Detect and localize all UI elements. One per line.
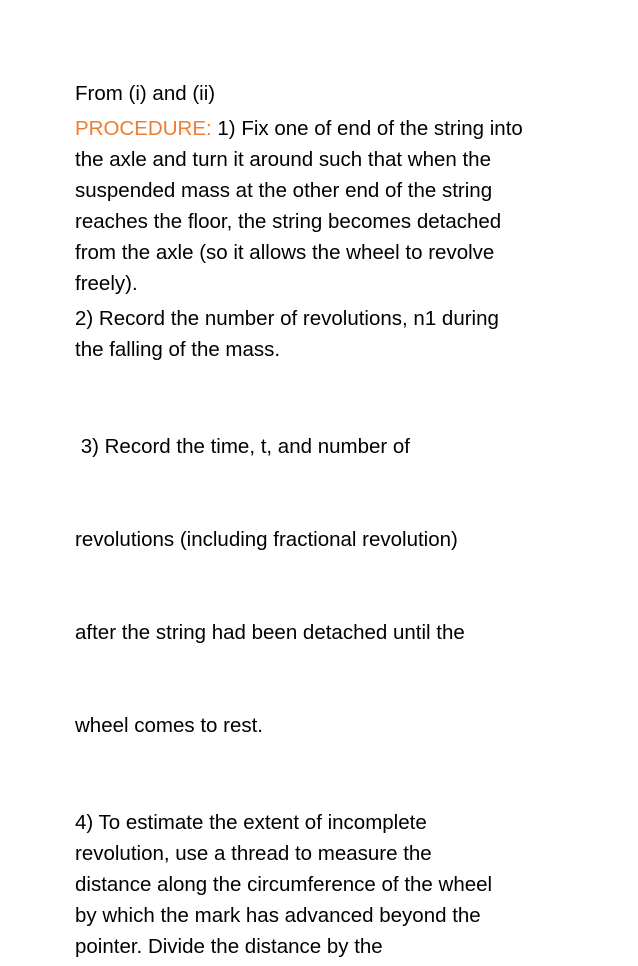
step4-line-2: revolution, use a thread to measure the: [75, 842, 432, 865]
step1-line-2: the axle and turn it around such that when the: [75, 148, 491, 171]
step1-line-6: freely).: [75, 272, 138, 295]
step1-line-5: from the axle (so it allows the wheel to revolve: [75, 241, 495, 264]
procedure-step-2: [75, 303, 575, 365]
step4-line-5: pointer. Divide the distance by the: [75, 935, 383, 958]
procedure-step-1: [75, 113, 575, 299]
procedure-step-3: [75, 369, 575, 803]
procedure-step-4: [75, 807, 575, 962]
step3-line-1: 3) Record the time, t, and number of: [75, 435, 410, 458]
procedure-line-1: [75, 113, 575, 144]
step4-line-1: 4) To estimate the extent of incomplete: [75, 811, 427, 834]
step3-line-3: after the string had been detached until the: [75, 621, 465, 644]
step4-line-4: by which the mark has advanced beyond the: [75, 904, 481, 927]
document-page: [75, 78, 575, 966]
intro-text: From (i) and (ii): [75, 82, 216, 105]
step3-line-2: revolutions (including fractional revolution): [75, 528, 458, 551]
step1-line-4: reaches the floor, the string becomes detached: [75, 210, 502, 233]
step3-line-4: wheel comes to rest.: [75, 714, 263, 737]
step1-line-3: suspended mass at the other end of the string: [75, 179, 493, 202]
step4-line-3: distance along the circumference of the wheel: [75, 873, 493, 896]
procedure-label: PROCEDURE:: [75, 117, 212, 140]
step2-line-2: the falling of the mass.: [75, 338, 281, 361]
intro-paragraph: [75, 78, 575, 109]
step1-line-1: 1) Fix one of end of the string into: [217, 117, 523, 140]
step2-line-1: 2) Record the number of revolutions, n1 during: [75, 307, 499, 330]
